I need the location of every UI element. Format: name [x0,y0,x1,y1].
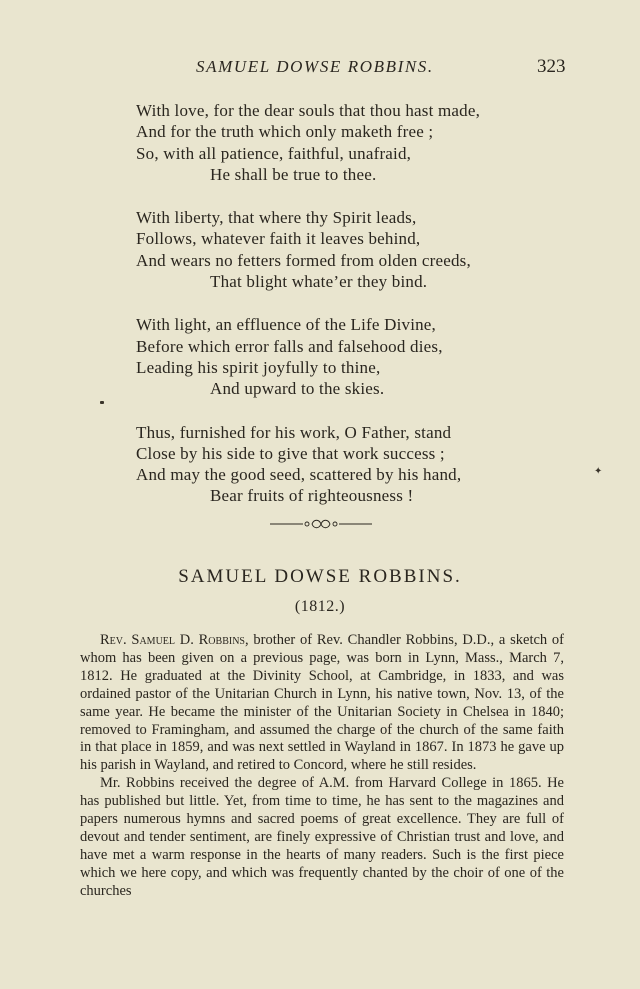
page-number: 323 [537,56,566,77]
poem-line: And may the good seed, scattered by his hand, [136,465,462,485]
poem-line: And upward to the skies. [210,379,385,399]
poem-line: Bear fruits of righteousness ! [210,486,414,506]
ink-speck: ✦ [594,466,603,477]
poem-line: With love, for the dear souls that thou hast made, [136,101,481,120]
stanza [136,100,556,185]
poem-line: Close by his side to give that work success ; [136,443,445,463]
poem-line: So, with all patience, faithful, unafraid, [136,143,412,163]
stanza [136,207,556,292]
section-date: (1812.) [294,598,346,615]
poem-line: Follows, whatever faith it leaves behind, [136,229,421,249]
stanza [136,314,556,399]
section-divider-ornament [270,516,372,532]
paragraph [80,632,564,775]
biography-text [80,632,564,901]
poem-line: And for the truth which only maketh free ; [136,122,434,142]
poem-line: With liberty, that where thy Spirit leads, [136,208,417,228]
ink-speck [100,401,104,404]
poem-line: He shall be true to thee. [210,164,377,184]
section-title: SAMUEL DOWSE ROBBINS. [178,566,462,587]
poem-line: Leading his spirit joyfully to thine, [136,357,381,377]
running-title: SAMUEL DOWSE ROBBINS. [196,57,434,76]
poem-line: Before which error falls and falsehood dies, [136,336,443,356]
paragraph-lead: Rev. Samuel D. Robbins, [100,632,249,648]
poem-line: With light, an effluence of the Life Divine, [136,315,437,335]
running-head [0,57,640,81]
poem-line: Thus, furnished for his work, O Father, stand [136,422,452,442]
poem [136,100,556,529]
poem-line: And wears no fetters formed from olden creeds, [136,250,471,270]
stanza [136,422,556,507]
paragraph: Mr. Robbins received the degree of A.M. from Harvard College in 1865. He has published but little. Yet, from time to time, he has sent to the magazines and papers numerous hymns and sacred poems of great excellence. They are full of devout and tender sentiment, are finely expressive of Christian trust and love, and have met a warm response in the hearts of many readers. Such is the first piece which we here copy, and which was frequently chanted by the choir of one of the churches [80,775,564,899]
paragraph-text: brother of Rev. Chandler Robbins, D.D., a sketch of whom has been given on a previous page, was born in Lynn, Mass., March 7, 1812. He graduated at the Divinity School, at Cambridge, in 1833, and was ordained pastor of the Unitarian Church in Lynn, his native town, Nov. 13, of the same year. He became the minister of the Unitarian Society in Chelsea in 1840; removed to Framingham, and assumed the charge of the church of the same faith in that place in 1859, and was next settled in Wayland in 1867. In 1873 he gave up his parish in Wayland, and retired to Concord, where he still resides. [80,632,565,774]
poem-line: That blight whate’er they bind. [210,272,428,292]
